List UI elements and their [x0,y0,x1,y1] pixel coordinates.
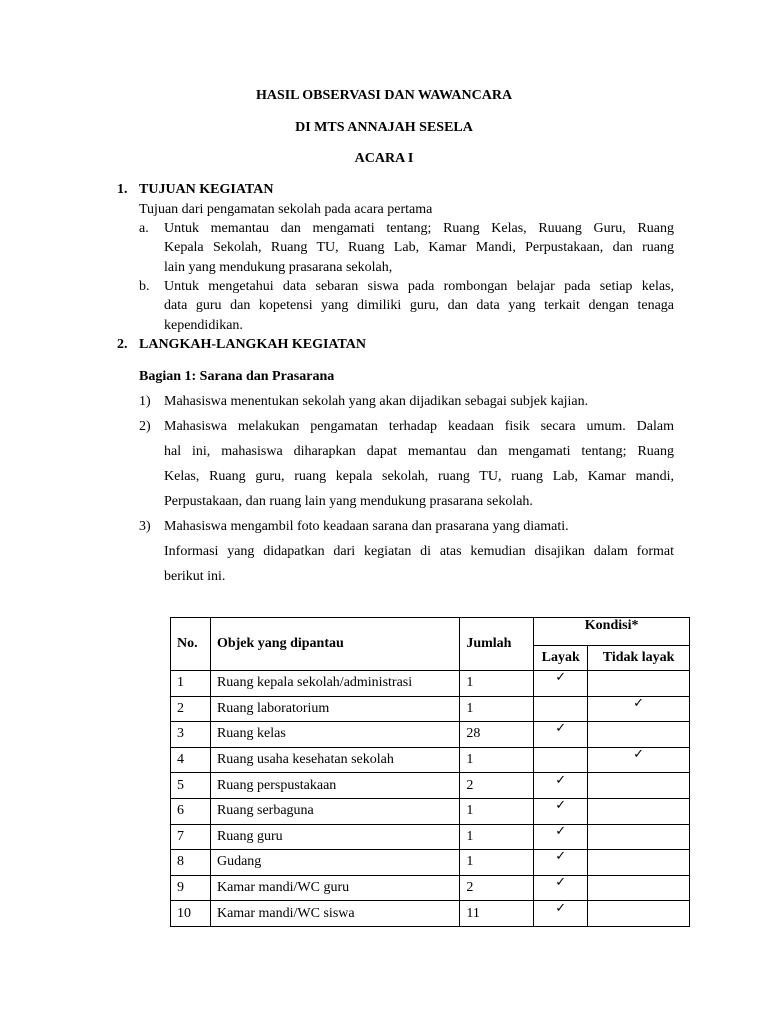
cell-tidak-layak [588,747,690,773]
check-mark-icon: ✓ [633,695,645,711]
header-tidak-layak: Tidak layak [588,645,690,670]
cell-jumlah: 1 [460,696,534,722]
cell-no: 3 [171,722,211,748]
step-3-text: Mahasiswa mengambil foto keadaan sarana dan prasarana yang diamati. [164,519,569,534]
cell-objek: Ruang kepala sekolah/administrasi [210,671,459,697]
cell-no: 6 [171,798,211,824]
check-mark-icon: ✓ [555,721,567,737]
info-line: berikut ini. [164,569,226,584]
section-2-heading: LANGKAH-LANGKAH KEGIATAN [139,337,366,352]
table-row [171,696,690,722]
cell-layak [534,747,588,773]
cell-jumlah: 2 [460,773,534,799]
check-mark-icon: ✓ [555,772,567,788]
cell-no: 4 [171,747,211,773]
table-row [171,798,690,824]
cell-objek: Ruang guru [210,824,459,850]
school-name: DI MTS ANNAJAH SESELA [295,120,473,135]
table-row [171,671,690,697]
check-mark-icon: ✓ [555,849,567,865]
cell-layak [534,824,588,850]
item-a-line: lain yang mendukung prasarana sekolah, [164,260,393,275]
table-body [171,671,690,927]
cell-tidak-layak [588,671,690,697]
cell-tidak-layak [588,798,690,824]
step-3-marker: 3) [139,519,151,534]
cell-jumlah: 28 [460,722,534,748]
cell-objek: Ruang perspustakaan [210,773,459,799]
step-2-line: hal ini, mahasiswa diharapkan dapat memantau dan mengamati tentang; Ruang [164,444,674,459]
step-2-line: Mahasiswa melakukan pengamatan terhadap keadaan fisik secara umum. Dalam [164,419,674,434]
cell-objek: Ruang kelas [210,722,459,748]
cell-tidak-layak [588,722,690,748]
table-row [171,773,690,799]
table-header-row [171,618,690,646]
table-row [171,875,690,901]
cell-tidak-layak [588,875,690,901]
table-row [171,850,690,876]
cell-tidak-layak [588,850,690,876]
cell-no: 7 [171,824,211,850]
cell-layak [534,696,588,722]
section-1-number: 1. [117,182,128,197]
step-2-line: Kelas, Ruang guru, ruang kepala sekolah, ruang TU, ruang Lab, Kamar mandi, [164,469,674,484]
section-1-intro: Tujuan dari pengamatan sekolah pada acara pertama [139,202,433,217]
cell-no: 1 [171,671,211,697]
cell-jumlah: 1 [460,747,534,773]
header-kondisi: Kondisi* [534,618,690,646]
cell-tidak-layak [588,824,690,850]
cell-no: 8 [171,850,211,876]
cell-tidak-layak [588,773,690,799]
cell-no: 10 [171,901,211,927]
item-a-line: Untuk memantau dan mengamati tentang; Ruang Kelas, Ruuang Guru, Ruang [164,221,674,236]
check-mark-icon: ✓ [555,875,567,891]
cell-objek: Ruang usaha kesehatan sekolah [210,747,459,773]
cell-jumlah: 2 [460,875,534,901]
cell-layak [534,850,588,876]
bagian-heading: Bagian 1: Sarana dan Prasarana [139,369,335,384]
check-mark-icon: ✓ [555,900,567,916]
item-a-line: Kepala Sekolah, Ruang TU, Ruang Lab, Kamar Mandi, Perpustakaan, dan ruang [164,240,674,255]
cell-layak [534,722,588,748]
cell-jumlah: 11 [460,901,534,927]
cell-objek: Kamar mandi/WC guru [210,875,459,901]
cell-jumlah: 1 [460,671,534,697]
section-2-number: 2. [117,337,128,352]
check-mark-icon: ✓ [555,670,567,686]
cell-tidak-layak [588,696,690,722]
cell-no: 2 [171,696,211,722]
header-jumlah: Jumlah [460,618,534,671]
check-mark-icon: ✓ [555,823,567,839]
cell-jumlah: 1 [460,850,534,876]
cell-layak [534,901,588,927]
cell-objek: Gudang [210,850,459,876]
document-title: HASIL OBSERVASI DAN WAWANCARA [255,88,513,103]
step-2-marker: 2) [139,419,151,434]
section-1-heading: TUJUAN KEGIATAN [139,182,274,197]
header-layak: Layak [534,645,588,670]
cell-objek: Ruang serbaguna [210,798,459,824]
item-b-line: Untuk mengetahui data sebaran siswa pada rombongan belajar pada setiap kelas, [164,279,674,294]
check-mark-icon: ✓ [555,798,567,814]
cell-layak [534,798,588,824]
cell-jumlah: 1 [460,824,534,850]
check-mark-icon: ✓ [633,747,645,763]
observation-table [170,617,690,927]
cell-jumlah: 1 [460,798,534,824]
item-b-line: kependidikan. [164,318,243,333]
header-objek: Objek yang dipantau [210,618,459,671]
cell-objek: Kamar mandi/WC siswa [210,901,459,927]
header-no: No. [171,618,211,671]
event-label: ACARA I [354,151,414,166]
table-row [171,901,690,927]
item-b-marker: b. [139,279,150,294]
cell-layak [534,875,588,901]
step-2-line: Perpustakaan, dan ruang lain yang mendukung prasarana sekolah. [164,494,533,509]
table-row [171,747,690,773]
cell-layak [534,773,588,799]
cell-objek: Ruang laboratorium [210,696,459,722]
item-a-marker: a. [139,221,149,236]
table-row [171,722,690,748]
cell-no: 5 [171,773,211,799]
step-1-marker: 1) [139,394,151,409]
item-b-line: data guru dan kopetensi yang dimiliki guru, dan data yang terkait dengan tenaga [164,298,674,313]
info-line: Informasi yang didapatkan dari kegiatan di atas kemudian disajikan dalam format [164,544,674,559]
cell-tidak-layak [588,901,690,927]
cell-no: 9 [171,875,211,901]
cell-layak [534,671,588,697]
step-1-text: Mahasiswa menentukan sekolah yang akan dijadikan sebagai subjek kajian. [164,394,589,409]
table-row [171,824,690,850]
